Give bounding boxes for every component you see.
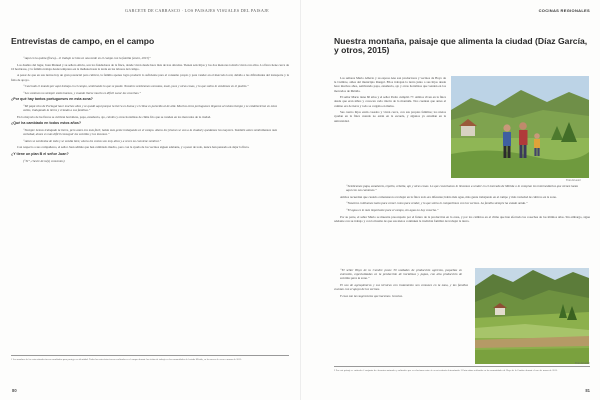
left-body-text — [11, 56, 289, 346]
right-body-top — [334, 76, 446, 180]
left-heading-1: ¿Por qué hay tantos portugueses en esta zona? — [11, 97, 93, 102]
intro-quote: “Aquí en la quinta (finca)... el trabajo se hizo en una tarde en el campo con la familia (enero, 2015)” — [23, 56, 151, 60]
mountain-landscape-photo — [475, 268, 589, 364]
right-quote-4: “El señor Hoyo de la Cumbre posee 30 unidades de producción agrícola, pequeñas en extensión, especializadas en la producción de hortalizas y papas, con alta producción de semillas para la zona.” — [340, 268, 462, 281]
right-paragraph-3: Sus cuatro hijos están casados y viven cerca, con sus propias familias; los nietos ayudan en la finca cuando no están en la escuela, y algunos ya estudian en la universidad. — [334, 110, 446, 123]
running-head-left: GARCETE DE CARRASCO · LOS PAISAJES VISUALES DEL PAISAJE — [125, 8, 269, 13]
left-heading-3: ¿Y tiene un plan B el señor Juan? — [11, 151, 69, 156]
right-page — [300, 0, 600, 400]
left-quote-2: “Los caminos no siempre están buenos, y cuando llueve mucho es difícil sacar las cosechas.” — [23, 90, 141, 95]
right-body-bottom — [334, 268, 468, 332]
left-quote-1: “Casi todo el mundo por aquí trabaja en el campo, sembrando lo que se puede. Nosotros sembramos caraotas, maíz, yuca y otras cosas, y lo que sobra lo vendemos en el pueblo.” — [23, 84, 249, 89]
left-paragraph-3: En la mayoría de las fincas se cultivan hortalizas, papa, zanahoria, ajo, cebolla y otras hortalizas de clima frío que se venden en los mercados de la ciudad. — [17, 114, 211, 119]
left-quote-3: “Mi papá vino de Portugal hace muchos años y se quedó aquí porque la tierra es buena y el clima es parecido al de allá. Muchos otros portugueses llegaron al mismo tiempo y se establecieron en estos valles, trabajando la tierra y criando a sus familias.” — [23, 103, 277, 113]
left-paragraph-4: Con respecto a sus compañeros, el señor Juan admite que han cambiado mucho, pero con la ayuda de los vecinos siguen adelante, y a pesar de todo, nunca han pensado en dejar la finca. — [17, 145, 250, 150]
right-quote-3: “El agua es lo más importante para el campo, sin agua no hay cosecha.” — [346, 207, 439, 212]
right-paragraph-4: Ambos recuerdan que cuando comenzaron a trabajar en la finca todo era diferente; había más agua, más gente trabajando en el campo y más variedad de cultivos en la zona. — [340, 194, 557, 199]
left-paragraph-2: A pesar de que en sus tierras hay un gran potencial para cultivar, la familia apenas logra producir lo suficiente para el consumo propio y para vender en el mercado local, debido a las dificultades del transporte y la falta de apoyo. — [11, 73, 289, 82]
right-paragraph-2: El señor Mario tiene 60 años y el señor Pedro cumplió 77. Ambos viven en la finca desde que eran niños y conocen cada rincón de la montaña. Nos cuentan que antes el camino era de tierra y todo se cargaba en mulas. — [334, 95, 446, 108]
left-quote-5: “Antes se sembraba de todo y se vendía bien; ahora los costos son muy altos y a veces no conviene sembrar.” — [23, 138, 162, 143]
right-footnote: 2 Por este paisaje se entiende el conjunto de elementos naturales y culturales que se relacionan entre sí en un territorio determinado. 3 Entrevistas realizadas en las comunidades de Hoyo de la Cumbre durante el mes de marzo de 2015. — [334, 366, 590, 372]
right-body-middle — [334, 184, 590, 268]
right-quote-1: “Sembramos papa, zanahoria, repollo, cebolla, ajo y otras cosas. Lo que cosechamos lo llevamos a vender en el mercado de Mérida o lo compran los intermediarios que vienen hasta aquí con sus camiones.” — [346, 184, 578, 193]
family-field-photo — [451, 76, 589, 178]
photo-caption-2: Foto del autor — [575, 362, 590, 365]
page-number-right: 81 — [585, 388, 590, 393]
right-paragraph-5: Por su parte, el señor Mario se muestra preocupado por el futuro de la producción en la zona, y por los cambios en el clima que han afectado las cosechas de los últimos años. Sin embargo, sigue adelante con su trabajo y con la ilusión de que sus nietos continúen la tradición familiar de trabajar la tierra. — [334, 214, 590, 223]
right-quote-2: “Nosotros cultivamos tanto para comer como para vender, y lo que sobra lo compartimos con los vecinos. La familia siempre ha estado unida.” — [346, 201, 528, 206]
left-footnote: 1 Los nombres de los entrevistados fueron cambiados para proteger su identidad. Todas las entrevistas fueron realizadas en el campo durante las visitas de trabajo en las comunidades del estado Mérida, en los meses de enero a marzo de 2015. — [11, 355, 289, 361]
family-photo-illustration — [451, 76, 589, 178]
right-paragraph-1: Los señores Mario Alberto y su esposa Ana son productores y vecinos de Hoyo de la Cumbre, aldea del municipio Rangel. Ellos trabajan la tierra junto a sus hijos desde hace muchos años, sembrando papa, zanahoria, ajo y otras hortalizas que venden en los mercados de Mérida. — [334, 76, 446, 93]
mountain-photo-illustration — [475, 268, 589, 364]
left-quote-6: (“Sí”, chevre de la(s) convenios) — [23, 158, 65, 163]
left-quote-4: “Siempre hemos trabajado la tierra, pero antes era más fácil, había más gente trabajando en el campo. Ahora los jóvenes se van a la ciudad y quedamos los mayores. También antes sembrábamos más variedad, ahora es más difícil conseguir las semillas y los insumos.” — [23, 127, 277, 137]
left-paragraph-1: Los dueños del lugar, Juan Manuel y su señora Alicia, son los fundadores de la finca, donde viven desde hace más de tres décadas. Tienen seis hijos y los dos menores todavía viven con ellos. La finca tiene cerca de 10 hectáreas, y la familia trabaja desde temprano en la mañana hasta la tarde en las labores del campo. — [11, 62, 289, 71]
photo-caption-1: Foto del autor — [566, 179, 581, 182]
article-title-left: Entrevistas de campo, en el campo — [11, 36, 155, 46]
article-title-right: Nuestra montaña, paisaje que alimenta la ciudad (Díaz García, y otros, 2015) — [334, 36, 588, 56]
page-number-left: 80 — [12, 388, 17, 393]
running-head-right: COCINAS REGIONALES — [538, 8, 590, 13]
right-paragraph-7: Y esas son las sugerencias que hacemos. Gracias. — [340, 293, 403, 298]
right-paragraph-6: El uso de agroquímicos y sus técnicas con tratamiento son comunes en la zona, y las familias cuentan con el apoyo de los vecinos. — [334, 283, 468, 292]
left-heading-2: ¿Qué ha cambiado en todos estos años? — [11, 121, 82, 126]
